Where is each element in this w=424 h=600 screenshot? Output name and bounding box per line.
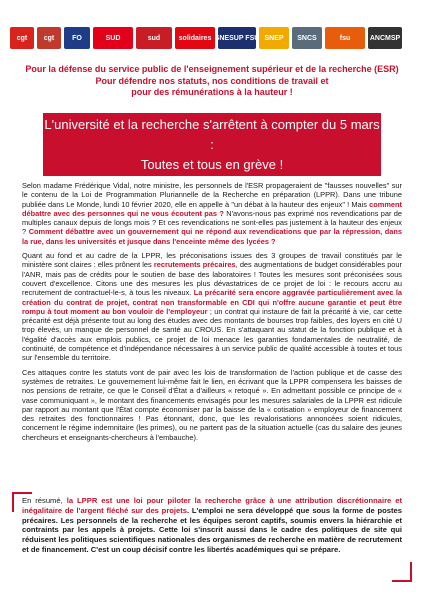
p1-highlight-1: comment débattre avec des personnes qui ne vous écoutent pas ?	[22, 199, 402, 218]
paragraph-1	[22, 181, 402, 246]
banner-line-1: L'université et la recherche s'arrêtent à compter du 5 mars :	[44, 116, 380, 152]
conclusion-text-1: En résumé,	[22, 496, 67, 505]
p2-text-2: , des augmentations de budget considérables pour l'ANR, mais pas de crédits pour le soutien de base des laboratoires ! Toutes les mesures sont préconisées sous couvert d'excellence. Citons une des mesures les plus dévastatrices de ce projet de loi : le recours accru au recrutement de contractuel-le-s, à tous les niveaux.	[22, 260, 402, 298]
p2-highlight-1: recrutements précaires	[153, 260, 236, 270]
article-body	[22, 181, 402, 447]
strike-banner	[43, 113, 381, 176]
p2-text-1: Quant au fond et au cadre de la LPPR, les préconisations issues des 3 groupes de travail constitués par le ministère sont claires : elles prônent les	[22, 251, 402, 270]
p1-text-1: Selon madame Frédérique Vidal, notre ministre, les personnels de l'ESR propageraient de "fausses nouvelles" sur le contenu de la Loi de Programmation Pluriannelle de la Recherche en préparation (LPPR). Dans une tribune publiée dans Le Monde, lundi 10 février 2020, elle en appelle à "un débat à la hauteur des enjeux" ! Mais	[22, 181, 402, 209]
p3-text-1: Ces attaques contre les statuts vont de pair avec les lois de transformation de l'action publique et de casse des systèmes de retraites. Le gouvernement lui-même fait le lien, en écrivant que la LPPR compensera les baisses de nos pensions de retraite, ce que le Conseil d'État a d'ailleurs « retoqué ». En admettant possible ce principe de « vase communiquant », le montant des financements envisagés pour les mesures salariales de la LPPR est ridicule par rapport au montant que l'État compte économiser par la baisse de la « cotisation » employeur de financement des retraites des fonctionnaires ! Pas étonnant, donc, que les revalorisations annoncées soient ridicules, concernent le régime indemnitaire (les primes), ou ne partent pas de la situation actuelle (cas du salaire des jeunes chercheurs et enseignants-chercheurs à l'embauche).	[22, 367, 402, 442]
banner-line-2: Toutes et tous en grève !	[140, 156, 284, 172]
logo-cgt-ferc: cgt	[37, 27, 61, 49]
intro-line-3: pour des rémunérations à la hauteur !	[131, 87, 293, 97]
logo-solidaires: solidaires	[175, 27, 215, 49]
p1-highlight-2: Comment débattre avec un gouvernement qui ne répond aux revendications que par la répression, dans la rue, dans les universités et jusque dans l'enceinte même des lycées ?	[22, 227, 402, 246]
logo-snesup-fsu: SNESUP FSU	[218, 27, 256, 49]
logo-sud-education: SUD	[93, 27, 133, 49]
p1-text-2: N'avons-nous pas exprimé nos revendications par de multiples canaux depuis de longs mois ? Et ces revendications ne sont-elles pas justement à la hauteur des enjeux ?	[22, 208, 402, 237]
logo-cgt: cgt	[10, 27, 34, 49]
logo-fsu: fsu	[325, 27, 365, 49]
conclusion-box	[22, 496, 402, 555]
union-logos-bar	[10, 22, 414, 54]
intro-line-1: Pour la défense du service public de l'enseignement supérieur et de la recherche (ESR)	[25, 64, 399, 74]
conclusion-text-2: . L'emploi ne sera développé que sous la forme de postes précaires. Les personnels de la recherche et les équipes seront captifs, soumis envers la hiérarchie et contraints par les appels à projets. Cette loi s'inscrit aussi dans le cadre des politiques de site qui réduisent les politiques scientifiques nationales des organismes de recherche en matière de recrutement et de financement. C'est un coup décisif contre les libertés académiques qui se prépare.	[22, 505, 402, 554]
intro-heading	[20, 64, 404, 99]
logo-fo: FO	[64, 27, 90, 49]
intro-line-2: Pour défendre nos statuts, nos conditions de travail et	[95, 75, 329, 86]
paragraph-3	[22, 368, 402, 442]
logo-sud-recherche: sud	[136, 27, 172, 49]
logo-snep: SNEP	[259, 27, 289, 49]
paragraph-2	[22, 251, 402, 363]
p2-highlight-2: La précarité sera encore aggravée particulièrement avec la création du contrat de projet, contrat non transformable en CDI qui n'offre aucune garantie et peut être rompu à tout moment au bon vouloir de l'employeur	[22, 288, 402, 316]
conclusion-highlight: la LPPR est une loi pour piloter la recherche grâce à une attribution discrétionnaire et inégalitaire de l'argent fléché sur des projets	[22, 496, 402, 515]
logo-ancmsp: ANCMSP	[368, 27, 402, 49]
logo-sncs: SNCS	[292, 27, 322, 49]
frame-corner-bottom-right	[392, 562, 412, 582]
p2-text-3: ; un contrat qui instaure de fait la précarité à vie, car cette précarité est déjà présente tout au long des études avec des montants de bourses trop faibles, des loyers en cité U trop élevés, un manque de personnel de santé au CROUS. En s'attaquant au statut de la fonction publique et à l'égalité d'accès aux emplois publics, ce projet de loi menace les garanties fondamentales de neutralité, de continuité, de compétence et d'indépendance nécessaires à un service public de qualité accessible à toutes et tous sur l'ensemble du territoire.	[22, 306, 402, 363]
